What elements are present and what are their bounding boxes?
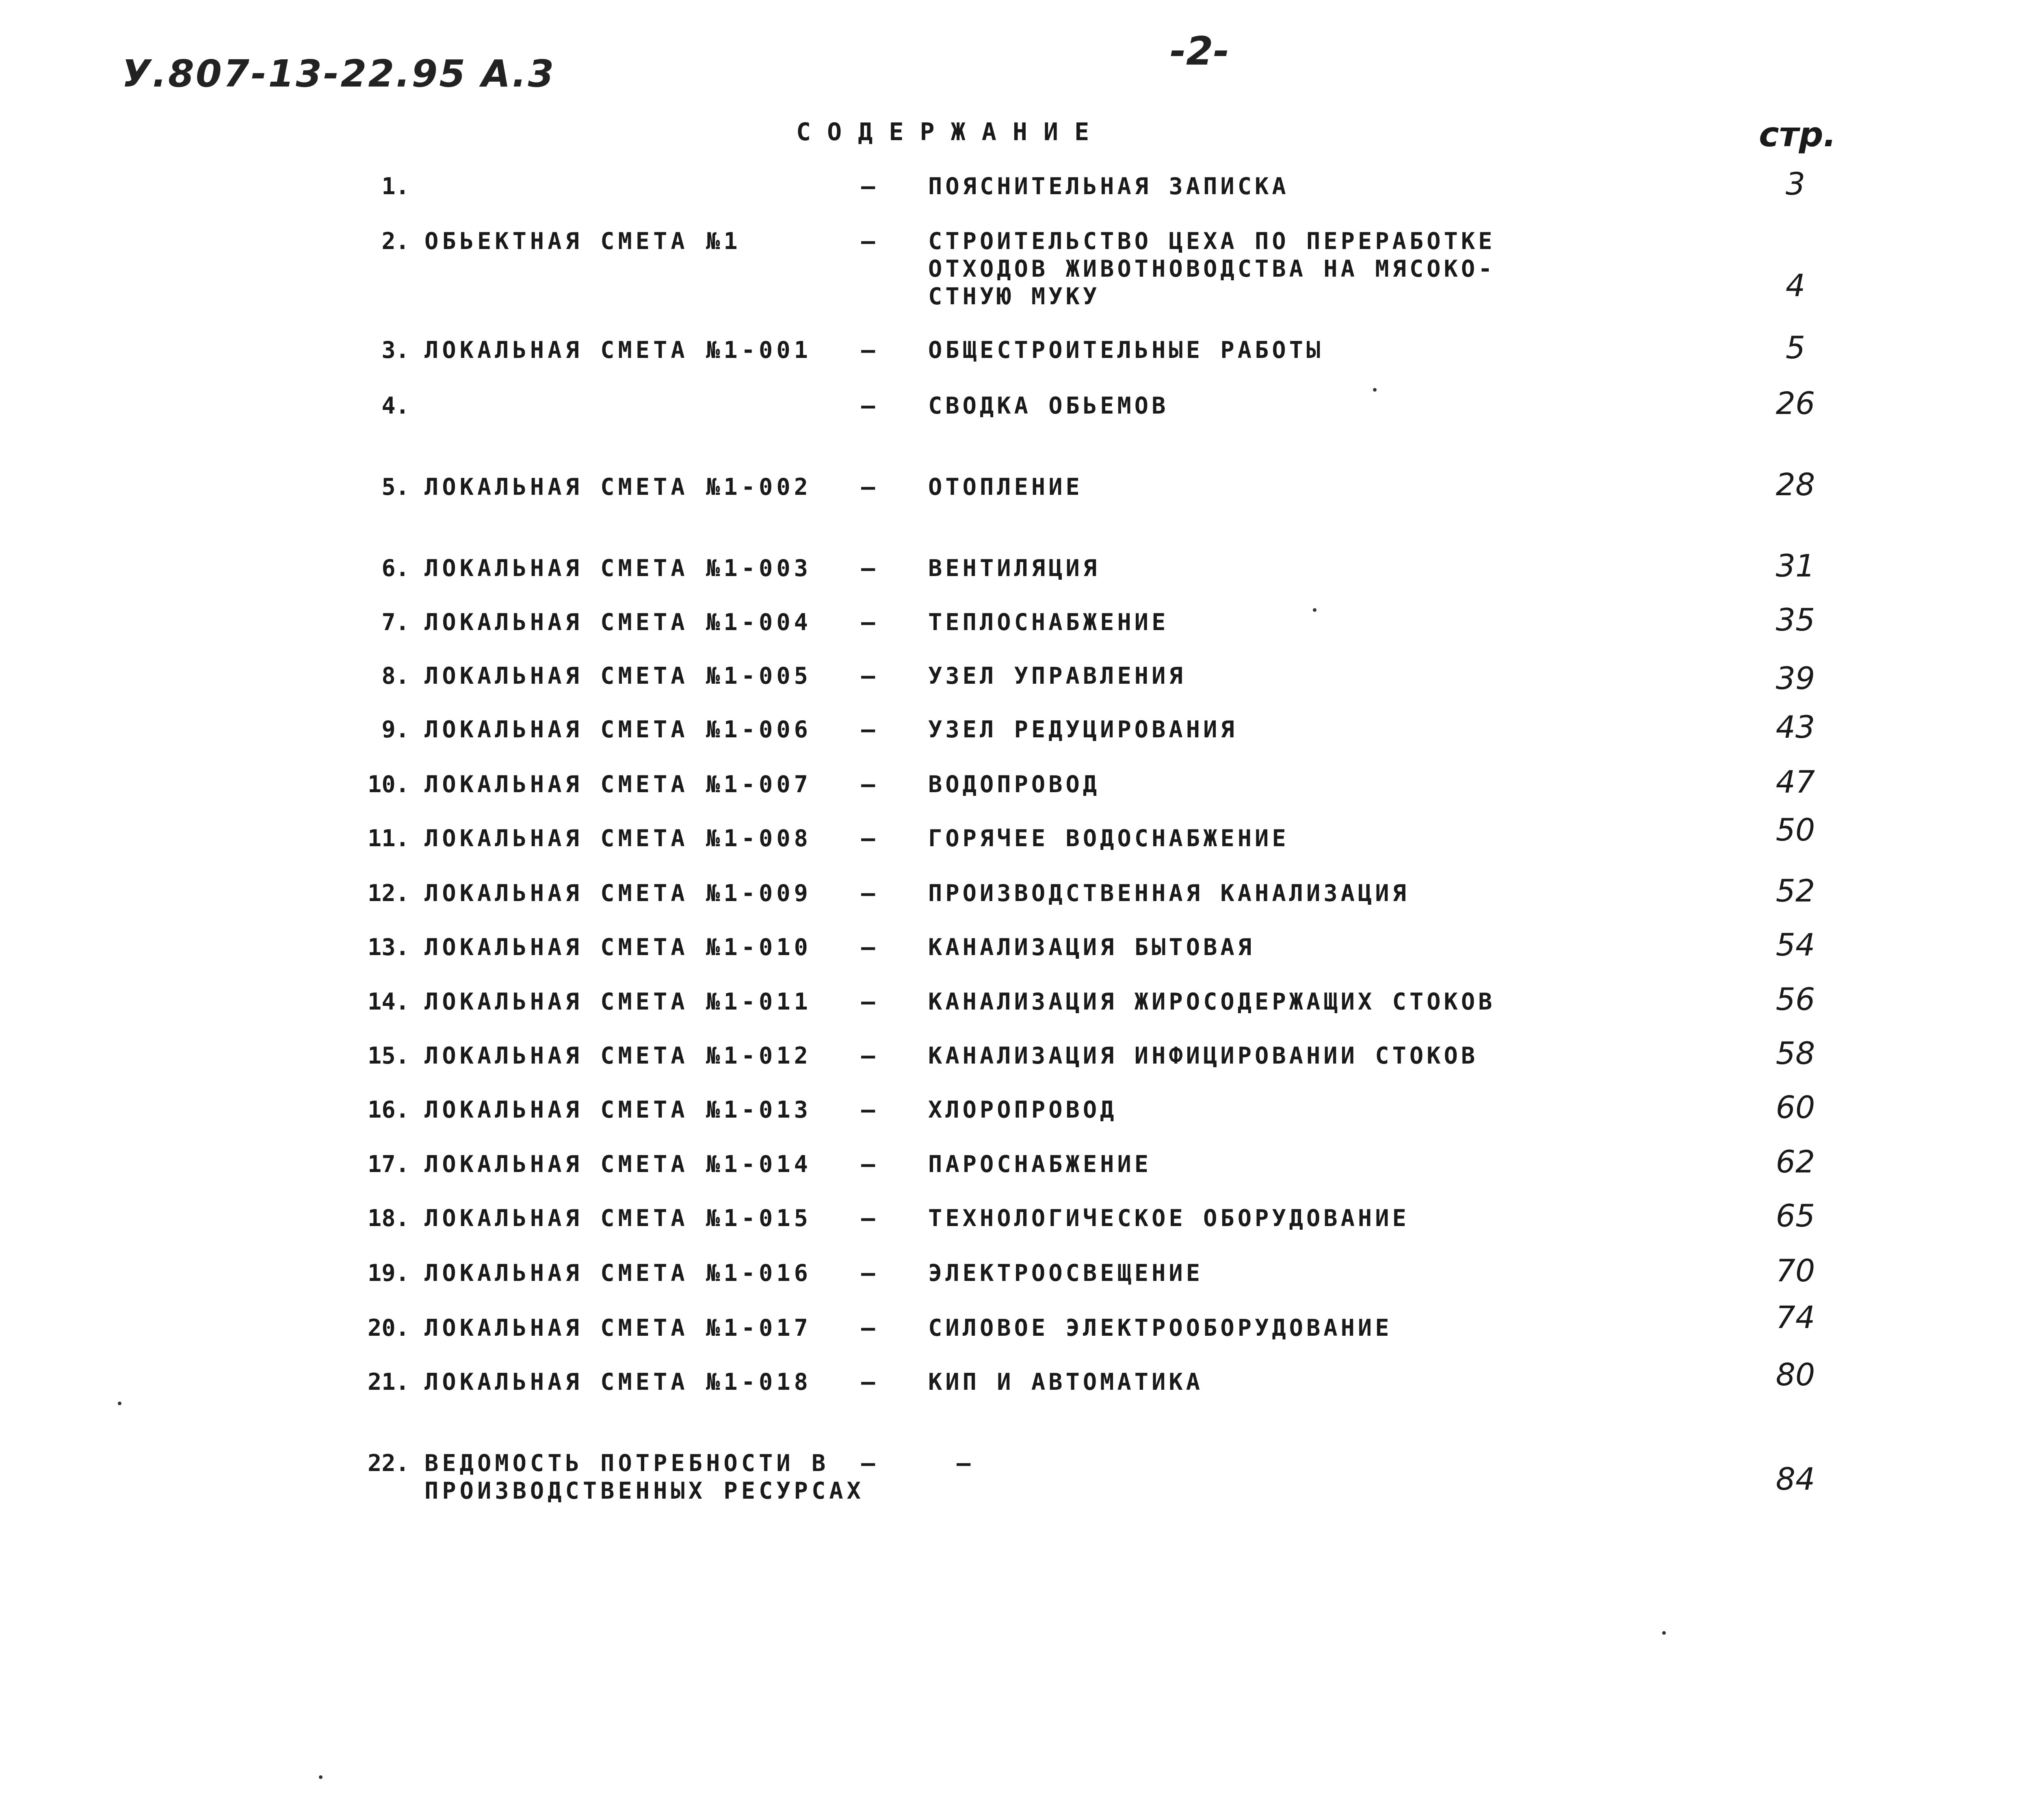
row-number: 19.	[368, 1260, 409, 1287]
row-dash: –	[861, 392, 875, 419]
row-estimate: ЛОКАЛЬНАЯ СМЕТА №1-002	[424, 474, 812, 500]
row-number: 4.	[381, 392, 409, 419]
document-code: У.807-13-22.95 А.3	[122, 52, 556, 95]
row-dash: –	[861, 1450, 875, 1477]
row-description: СИЛОВОЕ ЭЛЕКТРООБОРУДОВАНИЕ	[928, 1315, 1392, 1341]
toc-title: СОДЕРЖАНИЕ	[796, 118, 1106, 146]
row-dash: –	[861, 1151, 875, 1178]
row-number: 11.	[368, 825, 409, 852]
row-page: 5	[1785, 329, 1806, 366]
row-estimate: ЛОКАЛЬНАЯ СМЕТА №1-015	[424, 1205, 812, 1232]
row-page: 74	[1776, 1299, 1815, 1335]
row-description: ЭЛЕКТРООСВЕЩЕНИЕ	[928, 1260, 1204, 1287]
row-number: 20.	[368, 1315, 409, 1341]
row-page: 84	[1776, 1461, 1815, 1497]
row-dash: –	[861, 555, 875, 582]
row-estimate: ЛОКАЛЬНАЯ СМЕТА №1-005	[424, 663, 812, 689]
row-estimate: ЛОКАЛЬНАЯ СМЕТА №1-003	[424, 555, 812, 582]
page-number: -2-	[1170, 28, 1230, 74]
row-number: 15.	[368, 1042, 409, 1069]
page-column-label: стр.	[1759, 115, 1836, 154]
row-dash: –	[861, 771, 875, 798]
row-estimate: ВЕДОМОСТЬ ПОТРЕБНОСТИ В ПРОИЗВОДСТВЕННЫХ РЕСУРСАХ	[424, 1450, 864, 1504]
row-number: 6.	[381, 555, 409, 582]
row-number: 1.	[381, 173, 409, 200]
row-page: 60	[1776, 1089, 1815, 1125]
scan-speck	[1662, 1631, 1666, 1635]
row-page: 35	[1776, 602, 1815, 638]
row-dash: –	[861, 825, 875, 852]
row-estimate: ЛОКАЛЬНАЯ СМЕТА №1-006	[424, 716, 812, 743]
row-estimate: ЛОКАЛЬНАЯ СМЕТА №1-014	[424, 1151, 812, 1178]
row-description: КАНАЛИЗАЦИЯ БЫТОВАЯ	[928, 934, 1255, 961]
row-number: 8.	[381, 663, 409, 689]
row-dash: –	[861, 1042, 875, 1069]
row-description: ПОЯСНИТЕЛЬНАЯ ЗАПИСКА	[928, 173, 1289, 200]
row-estimate: ЛОКАЛЬНАЯ СМЕТА №1-012	[424, 1042, 812, 1069]
row-page: 52	[1776, 873, 1815, 909]
row-description: ПРОИЗВОДСТВЕННАЯ КАНАЛИЗАЦИЯ	[928, 880, 1410, 907]
row-dash: –	[861, 1369, 875, 1395]
row-estimate: ЛОКАЛЬНАЯ СМЕТА №1-007	[424, 771, 812, 798]
row-description: ТЕХНОЛОГИЧЕСКОЕ ОБОРУДОВАНИЕ	[928, 1205, 1410, 1232]
row-number: 18.	[368, 1205, 409, 1232]
row-dash: –	[861, 934, 875, 961]
row-estimate: ЛОКАЛЬНАЯ СМЕТА №1-004	[424, 609, 812, 636]
scan-speck	[1313, 608, 1316, 612]
row-description: ТЕПЛОСНАБЖЕНИЕ	[928, 609, 1169, 636]
row-page: 39	[1776, 660, 1815, 696]
row-estimate: ЛОКАЛЬНАЯ СМЕТА №1-017	[424, 1315, 812, 1341]
row-dash: –	[957, 1450, 971, 1477]
row-page: 28	[1776, 466, 1815, 503]
row-description: ОТОПЛЕНИЕ	[928, 474, 1083, 500]
row-number: 22.	[368, 1450, 409, 1477]
row-page: 54	[1776, 927, 1815, 963]
row-dash: –	[861, 880, 875, 907]
row-page: 70	[1776, 1252, 1815, 1289]
row-number: 2.	[381, 228, 409, 255]
row-number: 13.	[368, 934, 409, 961]
row-page: 4	[1785, 267, 1806, 303]
row-page: 62	[1776, 1144, 1815, 1180]
row-dash: –	[861, 1205, 875, 1232]
row-description: ГОРЯЧЕЕ ВОДОСНАБЖЕНИЕ	[928, 825, 1289, 852]
row-page: 43	[1776, 709, 1815, 745]
row-page: 50	[1776, 812, 1815, 848]
row-number: 9.	[381, 716, 409, 743]
row-dash: –	[861, 988, 875, 1015]
row-dash: –	[861, 663, 875, 689]
row-estimate: ЛОКАЛЬНАЯ СМЕТА №1-016	[424, 1260, 812, 1287]
row-description: СТРОИТЕЛЬСТВО ЦЕХА ПО ПЕРЕРАБОТКЕ ОТХОДОВ ЖИВОТНОВОДСТВА НА МЯСОКО- СТНУЮ МУКУ	[928, 228, 1496, 310]
row-description: ВЕНТИЛЯЦИЯ	[928, 555, 1100, 582]
row-description: ВОДОПРОВОД	[928, 771, 1100, 798]
scan-speck	[118, 1402, 121, 1405]
row-dash: –	[861, 337, 875, 364]
row-page: 65	[1776, 1198, 1815, 1234]
row-description: КАНАЛИЗАЦИЯ ЖИРОСОДЕРЖАЩИХ СТОКОВ	[928, 988, 1496, 1015]
row-description: ОБЩЕСТРОИТЕЛЬНЫЕ РАБОТЫ	[928, 337, 1324, 364]
row-page: 31	[1776, 548, 1815, 584]
row-page: 3	[1785, 166, 1806, 202]
row-estimate: ЛОКАЛЬНАЯ СМЕТА №1-010	[424, 934, 812, 961]
row-dash: –	[861, 228, 875, 255]
row-estimate: ЛОКАЛЬНАЯ СМЕТА №1-001	[424, 337, 812, 364]
row-dash: –	[861, 1315, 875, 1341]
row-description: УЗЕЛ РЕДУЦИРОВАНИЯ	[928, 716, 1238, 743]
row-description: КИП И АВТОМАТИКА	[928, 1369, 1204, 1395]
row-description: ХЛОРОПРОВОД	[928, 1096, 1117, 1123]
row-estimate: ОБЬЕКТНАЯ СМЕТА №1	[424, 228, 741, 255]
row-number: 14.	[368, 988, 409, 1015]
row-page: 47	[1776, 764, 1815, 800]
row-number: 17.	[368, 1151, 409, 1178]
row-number: 21.	[368, 1369, 409, 1395]
row-dash: –	[861, 173, 875, 200]
row-dash: –	[861, 474, 875, 500]
row-number: 16.	[368, 1096, 409, 1123]
row-page: 80	[1776, 1356, 1815, 1393]
row-dash: –	[861, 1096, 875, 1123]
row-description: УЗЕЛ УПРАВЛЕНИЯ	[928, 663, 1186, 689]
row-estimate: ЛОКАЛЬНАЯ СМЕТА №1-013	[424, 1096, 812, 1123]
row-page: 56	[1776, 981, 1815, 1017]
scan-speck	[1373, 388, 1377, 392]
row-description: КАНАЛИЗАЦИЯ ИНФИЦИРОВАНИИ СТОКОВ	[928, 1042, 1479, 1069]
row-number: 5.	[381, 474, 409, 500]
row-number: 3.	[381, 337, 409, 364]
row-number: 10.	[368, 771, 409, 798]
row-dash: –	[861, 716, 875, 743]
row-number: 12.	[368, 880, 409, 907]
row-estimate: ЛОКАЛЬНАЯ СМЕТА №1-008	[424, 825, 812, 852]
row-number: 7.	[381, 609, 409, 636]
row-description: ПАРОСНАБЖЕНИЕ	[928, 1151, 1152, 1178]
row-estimate: ЛОКАЛЬНАЯ СМЕТА №1-009	[424, 880, 812, 907]
row-description: СВОДКА ОБЬЕМОВ	[928, 392, 1169, 419]
row-estimate: ЛОКАЛЬНАЯ СМЕТА №1-018	[424, 1369, 812, 1395]
scan-speck	[319, 1775, 323, 1779]
row-dash: –	[861, 1260, 875, 1287]
row-estimate: ЛОКАЛЬНАЯ СМЕТА №1-011	[424, 988, 812, 1015]
row-page: 58	[1776, 1035, 1815, 1071]
row-dash: –	[861, 609, 875, 636]
row-page: 26	[1776, 385, 1815, 421]
